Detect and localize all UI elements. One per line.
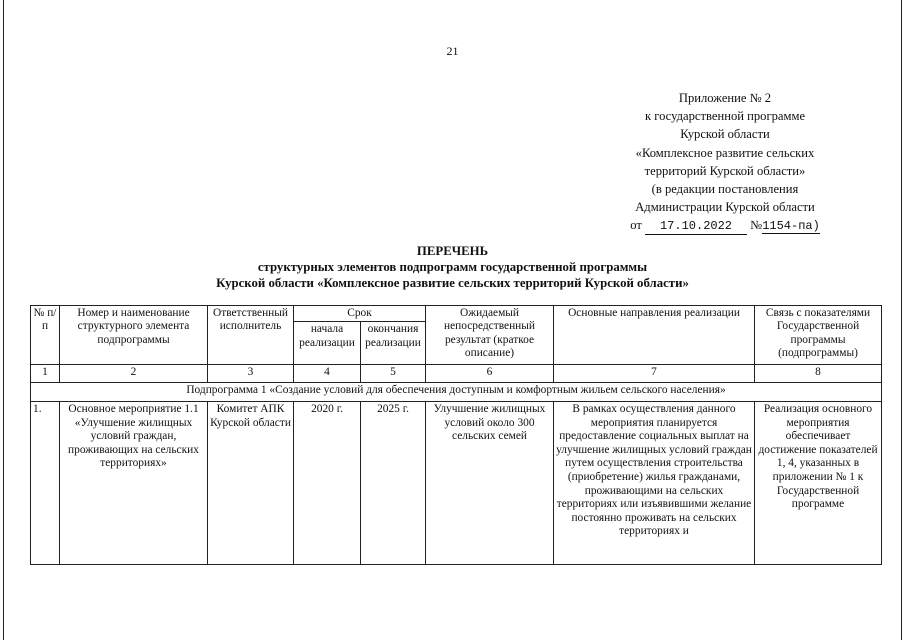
column-number: 4 <box>294 365 361 383</box>
appendix-line: (в редакции постановления <box>651 182 799 197</box>
header-num: № п/п <box>31 306 60 365</box>
column-number: 2 <box>60 365 208 383</box>
row-directions: В рамках осуществления данного мероприятия планируется предоставление социальных выплат на улучшение жилищных условий граждан путем осуществления строительства (приобретение) жилья гражданами, проживающими на сельских территориях или изъявившими желание постоянно проживать на сельских территориях и <box>554 402 755 565</box>
number-value: 1154-па) <box>762 219 820 234</box>
appendix-date-line <box>575 216 875 235</box>
header-row <box>31 306 882 322</box>
row-result: Улучшение жилищных условий около 300 сельских семей <box>426 402 554 565</box>
header-responsible: Ответственный исполнитель <box>208 306 294 365</box>
title-line: ПЕРЕЧЕНЬ <box>416 244 489 258</box>
appendix-header <box>575 89 875 235</box>
document-title <box>0 243 905 291</box>
column-number: 1 <box>31 365 60 383</box>
column-number: 6 <box>426 365 554 383</box>
structural-elements-table <box>30 305 882 565</box>
title-line: Курской области «Комплексное развитие сельских территорий Курской области» <box>216 276 689 290</box>
row-link: Реализация основного мероприятия обеспечивает достижение показателей 1, 4, указанных в приложении № 1 к Государственной программе <box>755 402 882 565</box>
row-end: 2025 г. <box>361 402 426 565</box>
scan-border-right <box>901 0 902 640</box>
appendix-line: территорий Курской области» <box>644 163 806 178</box>
number-prefix: № <box>750 218 763 233</box>
scan-border-left <box>3 0 4 640</box>
header-term: Срок <box>294 306 426 322</box>
date-value: 17.10.2022 <box>645 219 747 235</box>
column-number: 7 <box>554 365 755 383</box>
appendix-line: «Комплексное развитие сельских <box>635 145 815 160</box>
header-result: Ожидаемый непосредственный результат (краткое описание) <box>426 306 554 365</box>
column-number: 5 <box>361 365 426 383</box>
header-start: начала реализации <box>294 322 361 365</box>
column-number: 3 <box>208 365 294 383</box>
appendix-line: Администрации Курской области <box>635 200 815 215</box>
column-number: 8 <box>755 365 882 383</box>
table-row <box>31 402 882 565</box>
column-number-row <box>31 365 882 383</box>
row-name: Основное мероприятие 1.1 «Улучшение жилищных условий граждан, проживающих на сельских территориях» <box>60 402 208 565</box>
header-directions: Основные направления реализации <box>554 306 755 365</box>
title-line: структурных элементов подпрограмм государственной программы <box>257 260 648 274</box>
header-name: Номер и наименование структурного элемента подпрограммы <box>60 306 208 365</box>
appendix-line: Курской области <box>680 127 770 142</box>
appendix-line: к государственной программе <box>644 109 806 124</box>
date-prefix: от <box>630 218 642 233</box>
row-responsible: Комитет АПК Курской области <box>208 402 294 565</box>
appendix-line: Приложение № 2 <box>678 91 772 105</box>
subprogram-title: Подпрограмма 1 «Создание условий для обеспечения доступным и комфортным жильем сельского населения» <box>31 383 882 402</box>
page-number: 21 <box>446 44 459 58</box>
subprogram-row <box>31 383 882 402</box>
row-num: 1. <box>31 402 60 565</box>
header-end: окончания реализации <box>361 322 426 365</box>
row-start: 2020 г. <box>294 402 361 565</box>
header-link: Связь с показателями Государственной программы (подпрограммы) <box>755 306 882 365</box>
